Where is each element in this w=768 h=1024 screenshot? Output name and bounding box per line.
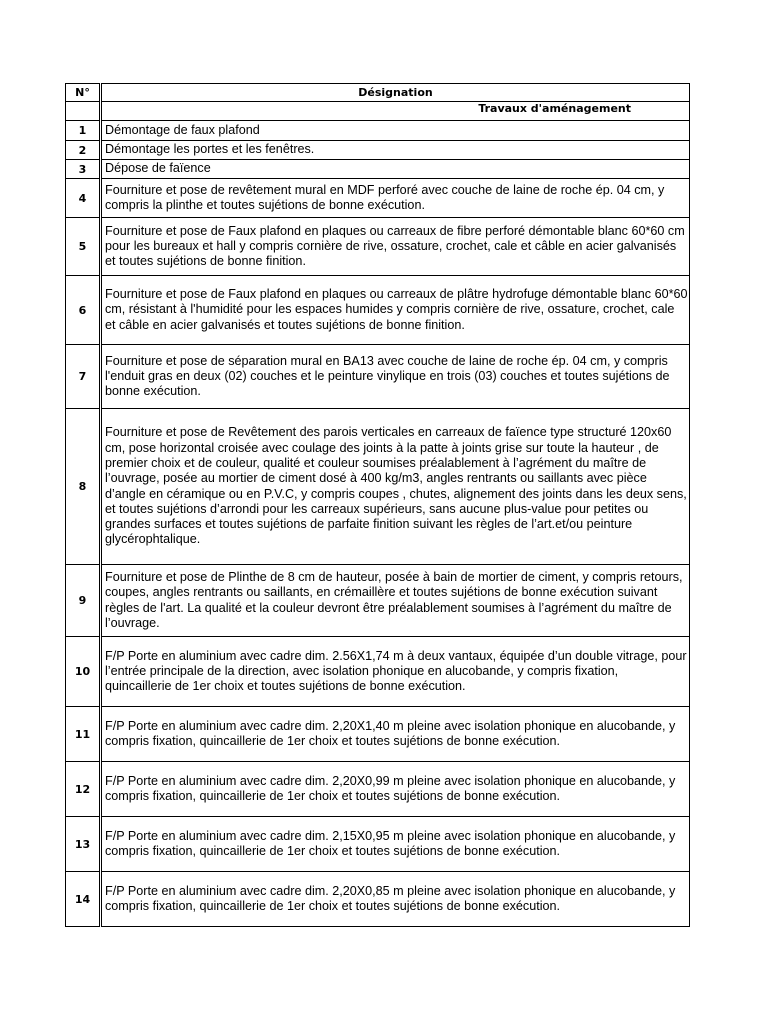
table-row <box>66 637 690 707</box>
section-number-cell <box>66 102 100 121</box>
row-number: 13 <box>66 817 100 872</box>
table-row <box>66 141 690 160</box>
table-row <box>66 762 690 817</box>
row-designation: Fourniture et pose de Revêtement des parois verticales en carreaux de faïence type structuré 120x60 cm, pose horizontal croisée avec coulage des joints à la patte à joints grise sur toute la hauteur , de premier choix et de couleur, qualité et couleur soumises préalablement à l’agrément du maître de l’ouvrage, posée au mortier de ciment dosé à 400 kg/m3, angles rentrants ou saillants avec pièce d’angle en céramique ou en P.V.C, y compris coupes , chutes, alignement des joints dans les deux sens, et toutes sujétions d’arrondi pour les carreaux supérieurs, sans aucune plus-value pour petites ou grandes surfaces et toutes sujétions de parfaite finition suivant les règles de l’art.et/ou peinture glycérophtalique. <box>102 409 690 565</box>
row-number: 7 <box>66 345 100 409</box>
table-row <box>66 218 690 276</box>
bill-of-quantities-sheet <box>65 83 690 927</box>
row-number: 12 <box>66 762 100 817</box>
row-number: 11 <box>66 707 100 762</box>
header-designation: Désignation <box>102 84 690 102</box>
table-row <box>66 707 690 762</box>
row-designation: Dépose de faïence <box>102 160 690 179</box>
table-row <box>66 276 690 345</box>
table-row <box>66 565 690 637</box>
row-number: 14 <box>66 872 100 927</box>
row-number: 2 <box>66 141 100 160</box>
table-row <box>66 817 690 872</box>
row-number: 10 <box>66 637 100 707</box>
table-row <box>66 409 690 565</box>
section-title: Travaux d'aménagement <box>102 102 690 121</box>
row-number: 3 <box>66 160 100 179</box>
table-row <box>66 872 690 927</box>
row-number: 5 <box>66 218 100 276</box>
row-designation: Fourniture et pose de séparation mural en BA13 avec couche de laine de roche ép. 04 cm, y compris l'enduit gras en deux (02) couches et le peinture vinylique en trois (03) couches et toutes sujétions de bonne exécution. <box>102 345 690 409</box>
table-row <box>66 121 690 141</box>
row-designation: F/P Porte en aluminium avec cadre dim. 2,20X0,99 m pleine avec isolation phonique en alucobande, y compris fixation, quincaillerie de 1er choix et toutes sujétions de bonne exécution. <box>102 762 690 817</box>
row-designation: F/P Porte en aluminium avec cadre dim. 2,20X1,40 m pleine avec isolation phonique en alucobande, y compris fixation, quincaillerie de 1er choix et toutes sujétions de bonne exécution. <box>102 707 690 762</box>
section-row <box>66 102 690 121</box>
row-number: 9 <box>66 565 100 637</box>
header-row <box>66 84 690 102</box>
header-number: N° <box>66 84 100 102</box>
row-designation: Fourniture et pose de Faux plafond en plaques ou carreaux de fibre perforé démontable blanc 60*60 cm pour les bureaux et hall y compris cornière de rive, ossature, crochet, cale et câble en acier galvanisés et toutes sujétions de bonne finition. <box>102 218 690 276</box>
row-number: 6 <box>66 276 100 345</box>
row-designation: F/P Porte en aluminium avec cadre dim. 2,15X0,95 m pleine avec isolation phonique en alucobande, y compris fixation, quincaillerie de 1er choix et toutes sujétions de bonne exécution. <box>102 817 690 872</box>
bill-of-quantities-table <box>65 83 690 927</box>
row-designation: Fourniture et pose de revêtement mural en MDF perforé avec couche de laine de roche ép. 04 cm, y compris la plinthe et toutes sujétions de bonne exécution. <box>102 179 690 218</box>
row-designation: Fourniture et pose de Faux plafond en plaques ou carreaux de plâtre hydrofuge démontable blanc 60*60 cm, résistant à l'humidité pour les espaces humides y compris cornière de rive, ossature, crochet, cale et câble en acier galvanisés et toutes sujétions de bonne finition. <box>102 276 690 345</box>
row-number: 4 <box>66 179 100 218</box>
table-row <box>66 345 690 409</box>
row-designation: F/P Porte en aluminium avec cadre dim. 2.56X1,74 m à deux vantaux, équipée d’un double vitrage, pour l’entrée principale de la direction, avec isolation phonique en alucobande, y compris fixation, quincaillerie de 1er choix et toutes sujétions de bonne exécution. <box>102 637 690 707</box>
row-designation: Démontage de faux plafond <box>102 121 690 141</box>
row-designation: Fourniture et pose de Plinthe de 8 cm de hauteur, posée à bain de mortier de ciment, y compris retours, coupes, angles rentrants ou saillants, en crémaillère et toutes sujétions de bonne exécution suivant règles de l'art. La qualité et la couleur devront être préalablement soumises à l’agrément du maître de l’ouvrage. <box>102 565 690 637</box>
row-number: 8 <box>66 409 100 565</box>
row-designation: Démontage les portes et les fenêtres. <box>102 141 690 160</box>
table-row <box>66 160 690 179</box>
row-number: 1 <box>66 121 100 141</box>
row-designation: F/P Porte en aluminium avec cadre dim. 2,20X0,85 m pleine avec isolation phonique en alucobande, y compris fixation, quincaillerie de 1er choix et toutes sujétions de bonne exécution. <box>102 872 690 927</box>
table-row <box>66 179 690 218</box>
